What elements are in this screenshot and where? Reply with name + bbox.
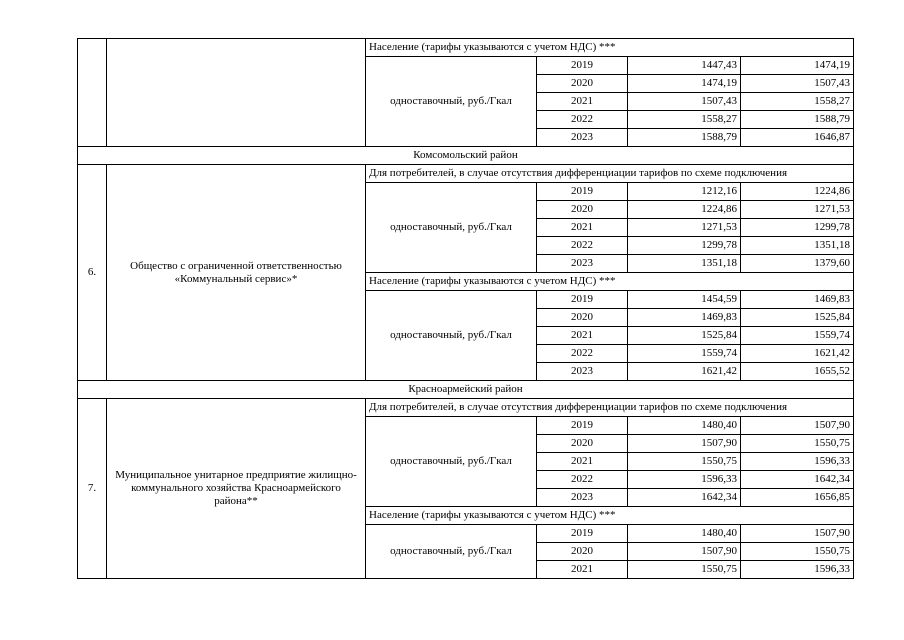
district-row bbox=[78, 381, 854, 399]
value-cell: 1558,27 bbox=[628, 111, 741, 129]
value-cell: 1507,90 bbox=[628, 543, 741, 561]
value-cell: 1588,79 bbox=[628, 129, 741, 147]
year-cell: 2020 bbox=[537, 543, 628, 561]
value-cell: 1642,34 bbox=[628, 489, 741, 507]
value-cell: 1271,53 bbox=[741, 201, 854, 219]
value-cell: 1469,83 bbox=[741, 291, 854, 309]
value-cell: 1559,74 bbox=[741, 327, 854, 345]
value-cell: 1525,84 bbox=[628, 327, 741, 345]
value-cell: 1596,33 bbox=[741, 453, 854, 471]
value-cell: 1588,79 bbox=[741, 111, 854, 129]
row-number-cell bbox=[78, 39, 107, 147]
year-cell: 2019 bbox=[537, 291, 628, 309]
value-cell: 1447,43 bbox=[628, 57, 741, 75]
district-row bbox=[78, 147, 854, 165]
year-cell: 2023 bbox=[537, 363, 628, 381]
value-cell: 1351,18 bbox=[628, 255, 741, 273]
unit-cell: одноставочный, руб./Гкал bbox=[366, 57, 537, 147]
section-subheader: Для потребителей, в случае отсутствия дифференциации тарифов по схеме подключения bbox=[366, 399, 854, 417]
value-cell: 1558,27 bbox=[741, 93, 854, 111]
year-cell: 2022 bbox=[537, 471, 628, 489]
value-cell: 1655,52 bbox=[741, 363, 854, 381]
unit-cell: одноставочный, руб./Гкал bbox=[366, 183, 537, 273]
year-cell: 2019 bbox=[537, 183, 628, 201]
value-cell: 1299,78 bbox=[628, 237, 741, 255]
year-cell: 2021 bbox=[537, 453, 628, 471]
value-cell: 1642,34 bbox=[741, 471, 854, 489]
value-cell: 1550,75 bbox=[628, 561, 741, 579]
unit-cell: одноставочный, руб./Гкал bbox=[366, 417, 537, 507]
value-cell: 1596,33 bbox=[628, 471, 741, 489]
year-cell: 2021 bbox=[537, 561, 628, 579]
value-cell: 1507,43 bbox=[741, 75, 854, 93]
value-cell: 1379,60 bbox=[741, 255, 854, 273]
organization-cell: Общество с ограниченной ответственностью «Коммунальный сервис»* bbox=[107, 165, 366, 381]
value-cell: 1474,19 bbox=[741, 57, 854, 75]
value-cell: 1596,33 bbox=[741, 561, 854, 579]
year-cell: 2023 bbox=[537, 255, 628, 273]
value-cell: 1507,90 bbox=[628, 435, 741, 453]
section-subheader: Население (тарифы указываются с учетом НДС) *** bbox=[366, 273, 854, 291]
value-cell: 1621,42 bbox=[628, 363, 741, 381]
section-subheader: Население (тарифы указываются с учетом НДС) *** bbox=[366, 507, 854, 525]
district-name: Красноармейский район bbox=[78, 381, 854, 399]
unit-cell: одноставочный, руб./Гкал bbox=[366, 525, 537, 579]
value-cell: 1656,85 bbox=[741, 489, 854, 507]
section-subheader: Для потребителей, в случае отсутствия дифференциации тарифов по схеме подключения bbox=[366, 165, 854, 183]
value-cell: 1559,74 bbox=[628, 345, 741, 363]
district-name: Комсомольский район bbox=[78, 147, 854, 165]
year-cell: 2023 bbox=[537, 129, 628, 147]
value-cell: 1550,75 bbox=[741, 435, 854, 453]
year-cell: 2023 bbox=[537, 489, 628, 507]
value-cell: 1550,75 bbox=[628, 453, 741, 471]
value-cell: 1525,84 bbox=[741, 309, 854, 327]
unit-cell: одноставочный, руб./Гкал bbox=[366, 291, 537, 381]
year-cell: 2020 bbox=[537, 435, 628, 453]
year-cell: 2021 bbox=[537, 219, 628, 237]
year-cell: 2021 bbox=[537, 93, 628, 111]
value-cell: 1480,40 bbox=[628, 525, 741, 543]
table-row bbox=[78, 39, 854, 57]
value-cell: 1224,86 bbox=[628, 201, 741, 219]
organization-cell bbox=[107, 39, 366, 147]
year-cell: 2020 bbox=[537, 309, 628, 327]
value-cell: 1474,19 bbox=[628, 75, 741, 93]
year-cell: 2019 bbox=[537, 525, 628, 543]
year-cell: 2022 bbox=[537, 345, 628, 363]
section-subheader: Население (тарифы указываются с учетом НДС) *** bbox=[366, 39, 854, 57]
value-cell: 1646,87 bbox=[741, 129, 854, 147]
table-row bbox=[78, 165, 854, 183]
year-cell: 2021 bbox=[537, 327, 628, 345]
year-cell: 2022 bbox=[537, 237, 628, 255]
value-cell: 1224,86 bbox=[741, 183, 854, 201]
organization-cell: Муниципальное унитарное предприятие жилищно-коммунального хозяйства Красноармейского района** bbox=[107, 399, 366, 579]
year-cell: 2019 bbox=[537, 57, 628, 75]
value-cell: 1507,90 bbox=[741, 417, 854, 435]
value-cell: 1621,42 bbox=[741, 345, 854, 363]
value-cell: 1507,90 bbox=[741, 525, 854, 543]
value-cell: 1507,43 bbox=[628, 93, 741, 111]
row-number-cell: 7. bbox=[78, 399, 107, 579]
value-cell: 1212,16 bbox=[628, 183, 741, 201]
year-cell: 2020 bbox=[537, 75, 628, 93]
tariff-table bbox=[77, 38, 854, 579]
row-number-cell: 6. bbox=[78, 165, 107, 381]
value-cell: 1454,59 bbox=[628, 291, 741, 309]
value-cell: 1271,53 bbox=[628, 219, 741, 237]
table-row bbox=[78, 399, 854, 417]
value-cell: 1550,75 bbox=[741, 543, 854, 561]
year-cell: 2022 bbox=[537, 111, 628, 129]
year-cell: 2019 bbox=[537, 417, 628, 435]
value-cell: 1480,40 bbox=[628, 417, 741, 435]
value-cell: 1351,18 bbox=[741, 237, 854, 255]
value-cell: 1469,83 bbox=[628, 309, 741, 327]
year-cell: 2020 bbox=[537, 201, 628, 219]
value-cell: 1299,78 bbox=[741, 219, 854, 237]
